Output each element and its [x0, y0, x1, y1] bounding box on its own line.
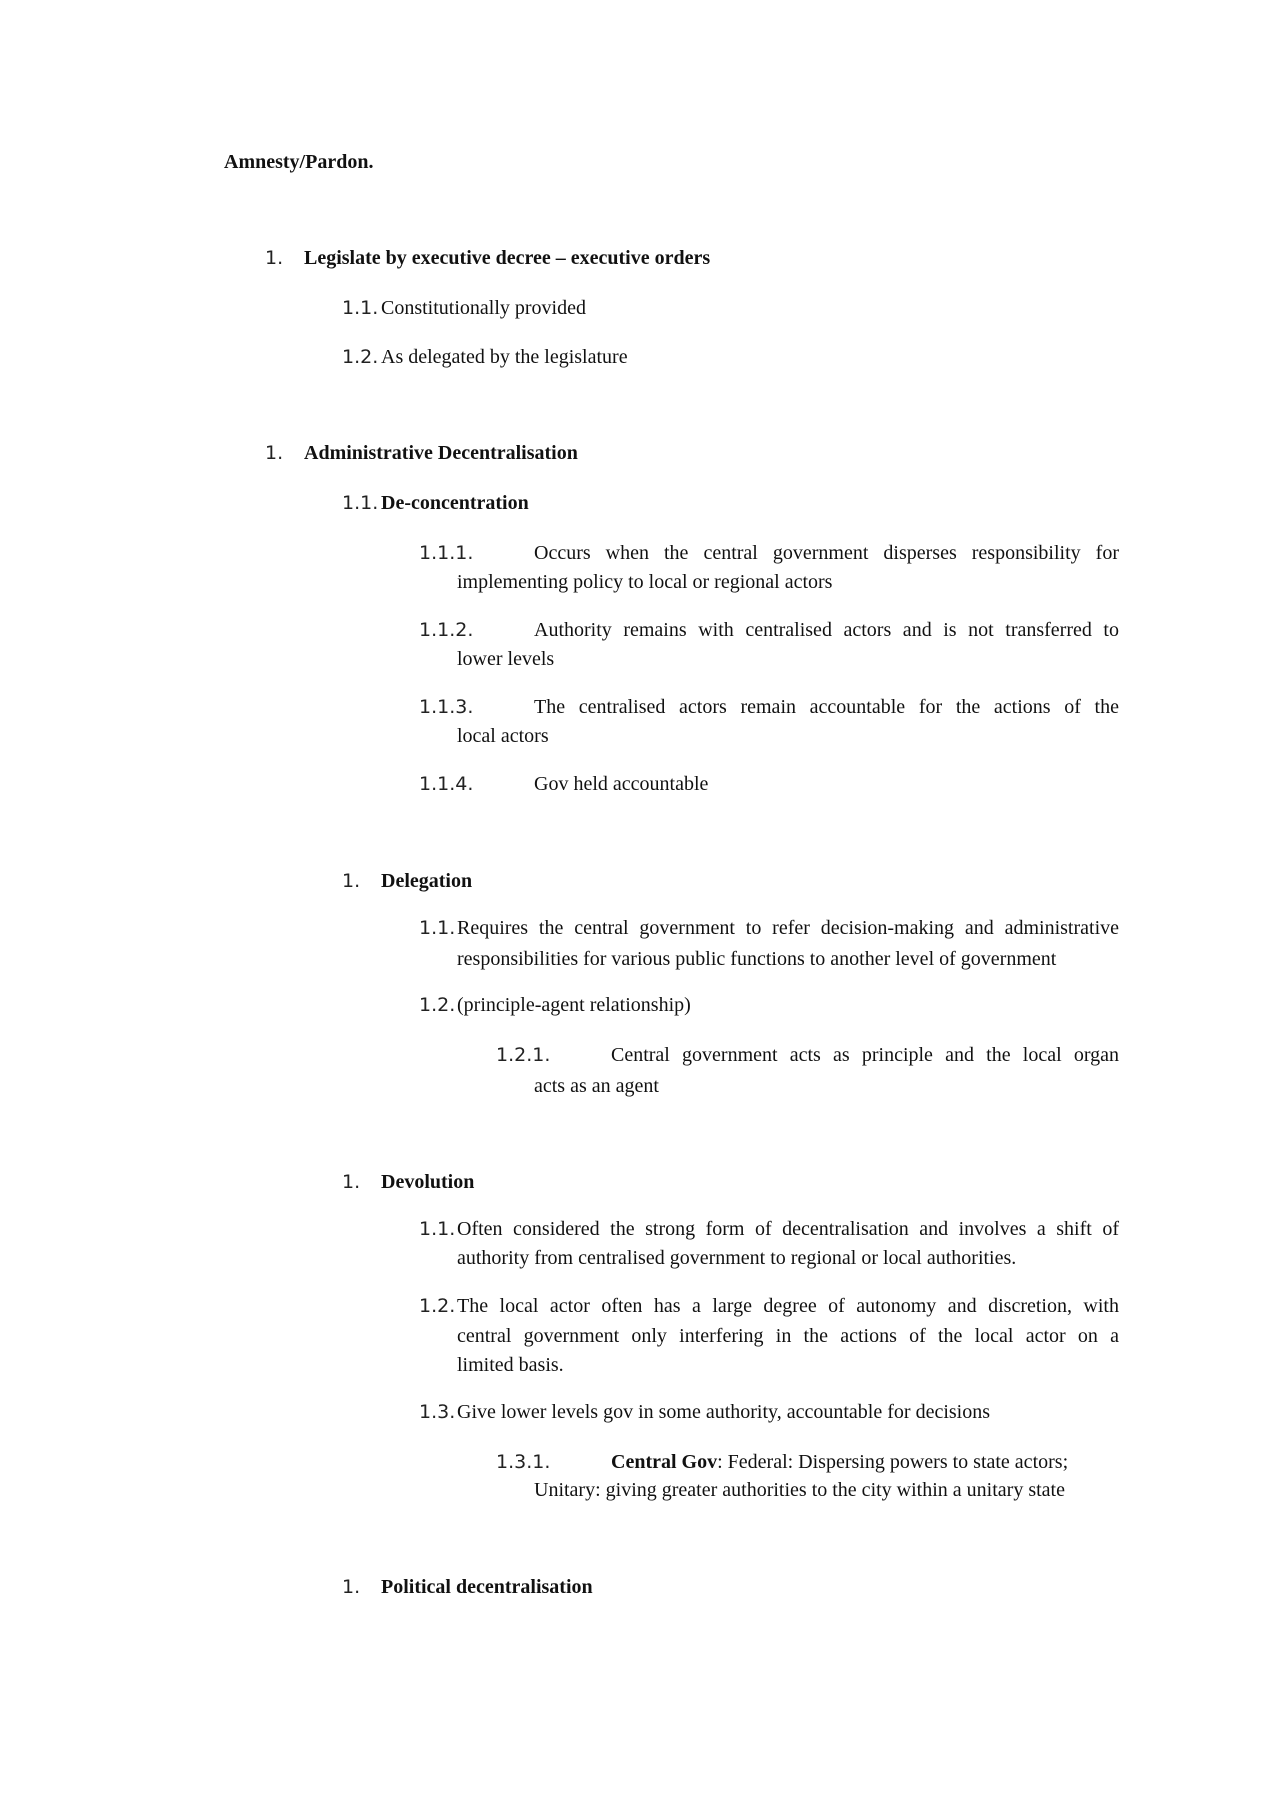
list-item-line: local actors — [457, 725, 549, 747]
item-number: 1.2.1. — [496, 1044, 551, 1066]
list-item-line: The centralised actors remain accountable for the actions of the — [534, 696, 1119, 718]
section-number: 1. — [342, 1171, 361, 1193]
list-item-line: Gov held accountable — [534, 773, 709, 795]
item-number: 1.1. — [419, 917, 456, 939]
list-item-line: Give lower levels gov in some authority, accountable for decisions — [457, 1401, 990, 1423]
list-item-line: responsibilities for various public functions to another level of government — [457, 948, 1057, 970]
section-number: 1. — [342, 1576, 361, 1598]
subsection-number: 1.1. — [342, 492, 379, 514]
list-item-text: : Federal: Dispersing powers to state actors; — [717, 1451, 1069, 1473]
item-number: 1.3.1. — [496, 1451, 551, 1473]
list-item-line: Authority remains with centralised actors and is not transferred to — [534, 619, 1119, 641]
section-heading: Devolution — [381, 1171, 475, 1193]
section-heading: Administrative Decentralisation — [304, 442, 578, 464]
list-item-line: central government only interfering in the actions of the local actor on a — [457, 1325, 1119, 1347]
bold-term: Central Gov — [611, 1451, 718, 1473]
list-item-line: lower levels — [457, 648, 555, 670]
list-item-line: acts as an agent — [534, 1075, 659, 1097]
list-item: As delegated by the legislature — [381, 346, 628, 368]
list-item-line: (principle-agent relationship) — [457, 994, 691, 1016]
item-number: 1.2. — [419, 1295, 456, 1317]
list-item-line: implementing policy to local or regional actors — [457, 571, 833, 593]
item-number: 1.2. — [419, 994, 456, 1016]
item-number: 1.2. — [342, 346, 379, 368]
list-item-line — [611, 1447, 1119, 1477]
item-number: 1.1. — [419, 1218, 456, 1240]
list-item-line: The local actor often has a large degree of autonomy and discretion, with — [457, 1295, 1119, 1317]
list-item-line: authority from centralised government to regional or local authorities. — [457, 1247, 1017, 1269]
list-item-line: Requires the central government to refer decision-making and administrative — [457, 917, 1119, 939]
document-title: Amnesty/Pardon. — [224, 151, 374, 173]
list-item: Constitutionally provided — [381, 297, 586, 319]
section-number: 1. — [265, 247, 284, 269]
section-heading: Delegation — [381, 870, 473, 892]
list-item-line: limited basis. — [457, 1354, 564, 1376]
item-number: 1.1.1. — [419, 542, 474, 564]
section-heading: Political decentralisation — [381, 1576, 593, 1598]
list-item-line: Unitary: giving greater authorities to the city within a unitary state — [534, 1479, 1065, 1501]
item-number: 1.1.2. — [419, 619, 474, 641]
section-number: 1. — [342, 870, 361, 892]
item-number: 1.3. — [419, 1401, 456, 1423]
subsection-heading: De-concentration — [381, 492, 529, 514]
list-item-line: Often considered the strong form of decentralisation and involves a shift of — [457, 1218, 1119, 1240]
item-number: 1.1. — [342, 297, 379, 319]
list-item-line: Central government acts as principle and the local organ — [611, 1044, 1119, 1066]
section-heading: Legislate by executive decree – executive orders — [304, 247, 711, 269]
list-item-line: Occurs when the central government disperses responsibility for — [534, 542, 1119, 564]
item-number: 1.1.3. — [419, 696, 474, 718]
section-number: 1. — [265, 442, 284, 464]
item-number: 1.1.4. — [419, 773, 474, 795]
